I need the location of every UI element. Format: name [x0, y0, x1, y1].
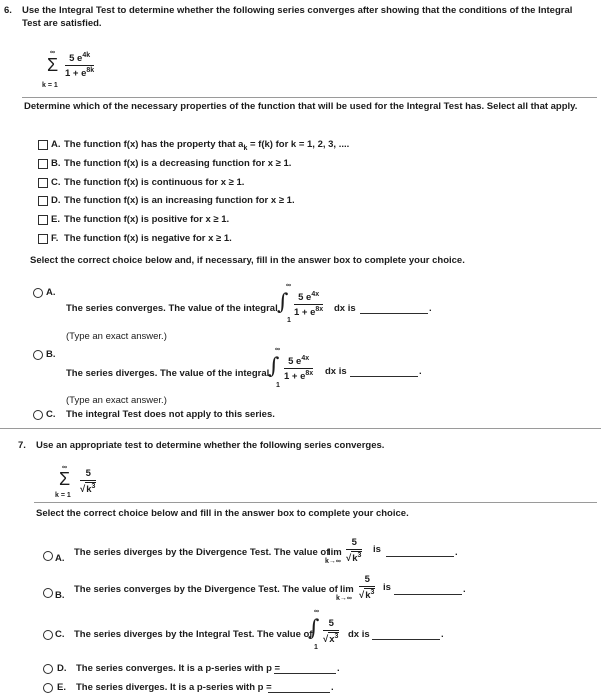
sigma-icon: Σ	[47, 55, 59, 75]
checkbox-e[interactable]	[38, 215, 48, 225]
answer-input-e[interactable]	[268, 692, 330, 693]
checkbox-a[interactable]	[38, 140, 48, 150]
answer-input-b[interactable]	[350, 376, 418, 377]
radio-a[interactable]	[43, 551, 53, 561]
checkbox-f[interactable]	[38, 234, 48, 244]
option-c-text: The function f(x) is continuous for x ≥ 1.	[64, 177, 245, 188]
option-f-text: The function f(x) is negative for x ≥ 1.	[64, 233, 232, 244]
integral-sign-icon: ∫	[268, 354, 280, 379]
choice-c-text: The integral Test does not apply to this series.	[66, 409, 275, 420]
q6-choice-prompt: Select the correct choice below and, if necessary, fill in the answer box to complete your choice.	[30, 255, 465, 266]
sum-upper-limit: ∞	[50, 49, 55, 56]
radio-b[interactable]	[33, 350, 43, 360]
q7-prompt: Use an appropriate test to determine whether the following series converges.	[36, 440, 385, 451]
sum-lower-limit: k = 1	[42, 82, 58, 89]
answer-input-a[interactable]	[360, 313, 428, 314]
sigma-icon: Σ	[59, 469, 71, 489]
properties-prompt: Determine which of the necessary properties of the function that will be used for the Integral Test has. Select all that apply.	[24, 101, 578, 112]
q7-number: 7.	[18, 440, 26, 451]
q7-choice-prompt: Select the correct choice below and fill in the answer box to complete your choice.	[36, 508, 409, 519]
option-a-text: The function f(x) has the property that $a_k = f(k)$ for k = 1, 2, 3, ....	[64, 139, 350, 152]
answer-input-c[interactable]	[372, 639, 440, 640]
answer-input-b[interactable]	[394, 594, 462, 595]
choice-c-text: The series diverges by the Integral Test. The value of	[74, 629, 313, 640]
option-e-text: The function f(x) is positive for x ≥ 1.	[64, 214, 230, 225]
checkbox-c[interactable]	[38, 178, 48, 188]
checkbox-d[interactable]	[38, 196, 48, 206]
series-fraction	[65, 52, 94, 79]
divider	[0, 428, 601, 429]
choice-b-note: (Type an exact answer.)	[66, 395, 167, 406]
fraction-numerator: 5 $e^{4k}$	[69, 52, 91, 65]
radio-e[interactable]	[43, 683, 53, 693]
integral-sign-icon: ∫	[277, 290, 289, 315]
choice-b-text: The series diverges. The value of the integral	[66, 368, 270, 379]
answer-input-d[interactable]	[274, 673, 336, 674]
option-b-text: The function f(x) is a decreasing function for x ≥ 1.	[64, 158, 292, 169]
fraction-denominator: $1 + e^{8k}$	[65, 67, 95, 80]
q6-prompt-line2: Test are satisfied.	[22, 18, 102, 29]
choice-d-text: The series converges. It is a p-series with p =	[76, 663, 281, 674]
q6-prompt-line1: Use the Integral Test to determine whether the following series converges after showing that the conditions of the Integral	[22, 5, 573, 16]
q6-number: 6.	[4, 5, 12, 16]
choice-a-note: (Type an exact answer.)	[66, 331, 167, 342]
radio-c[interactable]	[43, 630, 53, 640]
divider	[34, 502, 597, 503]
integral-sign-icon: ∫	[308, 616, 320, 641]
radio-a[interactable]	[33, 288, 43, 298]
choice-a-text: The series converges. The value of the integral	[66, 303, 278, 314]
choice-e-text: The series diverges. It is a p-series with p =	[76, 682, 272, 693]
radio-b[interactable]	[43, 588, 53, 598]
choice-b-text: The series converges by the Divergence Test. The value of	[74, 584, 338, 595]
option-d-text: The function f(x) is an increasing function for x ≥ 1.	[64, 195, 295, 206]
radio-c[interactable]	[33, 410, 43, 420]
divider	[22, 97, 597, 98]
radio-d[interactable]	[43, 664, 53, 674]
choice-a-text: The series diverges by the Divergence Test. The value of	[74, 547, 330, 558]
checkbox-b[interactable]	[38, 159, 48, 169]
answer-input-a[interactable]	[386, 556, 454, 557]
